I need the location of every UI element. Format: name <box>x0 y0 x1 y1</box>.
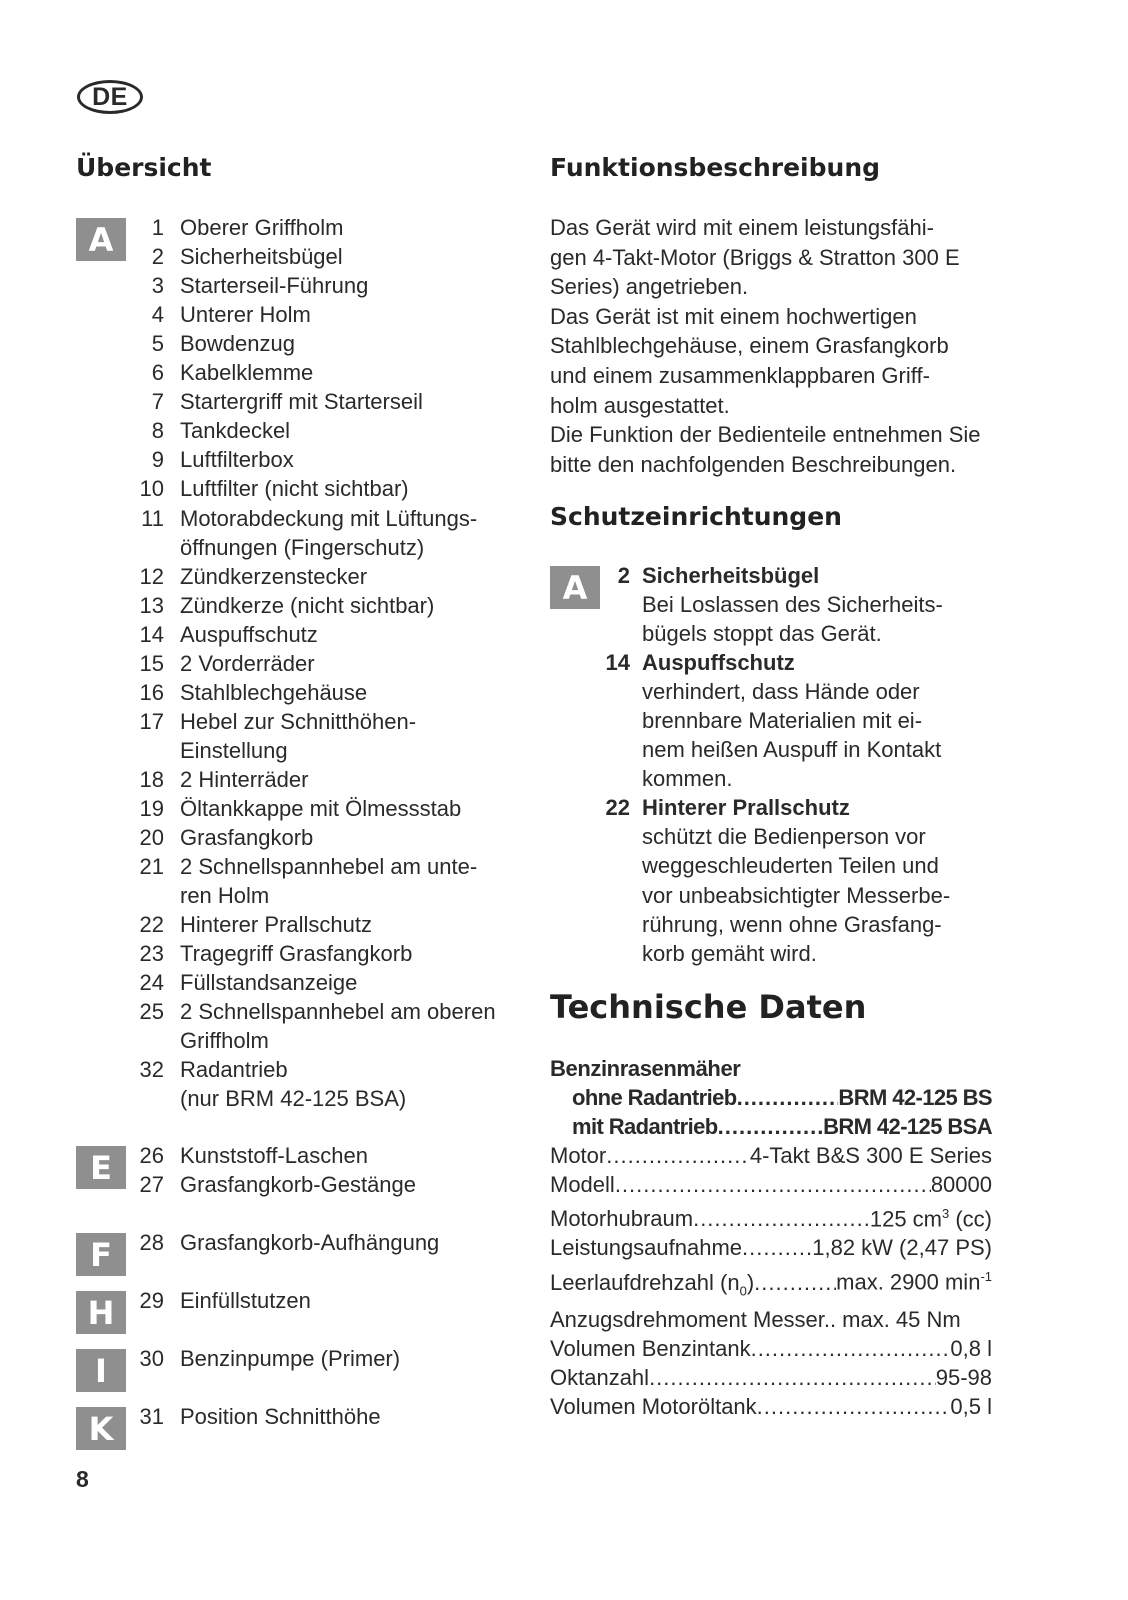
overview-item-label: Hinterer Prallschutz <box>180 912 372 938</box>
function-line: Die Funktion der Bedienteile entnehmen Sie <box>550 422 981 448</box>
tech-spec-row: Modell ..... 80000 <box>550 1170 992 1199</box>
overview-item-label: Tankdeckel <box>180 418 291 444</box>
tech-heading: Benzinrasenmäher <box>550 1056 741 1081</box>
overview-item-label: Unterer Holm <box>180 302 311 328</box>
tech-title: Technische Daten <box>550 988 867 1026</box>
protection-item <box>550 793 982 967</box>
overview-item-number: 20 <box>139 825 164 851</box>
function-line: holm ausgestattet. <box>550 392 730 418</box>
overview-item-label: Starterseil-Führung <box>180 273 369 299</box>
section-marker-e: E <box>76 1146 126 1189</box>
overview-item-number: 4 <box>151 302 164 328</box>
function-title: Funktionsbeschreibung <box>550 153 881 182</box>
overview-item-number: 26 <box>139 1143 164 1168</box>
protection-item-number: 2 <box>617 563 630 588</box>
overview-item-number: 17 <box>139 708 164 734</box>
tech-model-row: mit Radantrieb ..... BRM 42-125 BSA <box>550 1112 992 1141</box>
language-badge: DE <box>77 80 143 114</box>
overview-item-number: 9 <box>151 447 164 473</box>
section-marker-f: F <box>76 1233 126 1276</box>
protection-item-text: bügels stoppt das Gerät. <box>642 621 882 647</box>
protection-item-text: Bei Loslassen des Sicherheits- <box>642 592 943 618</box>
overview-item-number: 2 <box>151 244 164 270</box>
overview-item-label: Motorabdeckung mit Lüftungs- öffnungen (Fingerschutz) <box>180 505 478 560</box>
protection-item <box>550 561 982 648</box>
overview-item-number: 18 <box>139 766 164 792</box>
overview-item-label: Kunststoff-Laschen <box>180 1143 368 1168</box>
overview-item-label: Sicherheitsbügel <box>180 244 343 270</box>
overview-item-label: Auspuffschutz <box>180 621 318 647</box>
overview-item-number: 13 <box>139 592 164 618</box>
overview-item-number: 22 <box>139 912 164 938</box>
section-marker-k: K <box>76 1407 126 1450</box>
protection-item-number: 14 <box>605 650 630 676</box>
protection-item-text: brennbare Materialien mit ei- <box>642 708 923 734</box>
overview-item-label: Startergriff mit Starterseil <box>180 389 423 415</box>
protection-item-text: schützt die Bedienperson vor <box>642 824 926 850</box>
function-line: Das Gerät ist mit einem hochwertigen <box>550 303 917 329</box>
overview-item-label: Zündkerzenstecker <box>180 563 368 589</box>
tech-model-row: ohne Radantrieb ..... BRM 42-125 BS <box>550 1083 992 1112</box>
overview-item-number: 7 <box>151 389 164 415</box>
page-number: 8 <box>76 1466 89 1492</box>
protection-item-name: Auspuffschutz <box>642 650 795 676</box>
protection-item-text: weggeschleuderten Teilen und <box>642 853 939 879</box>
overview-item-label: Bowdenzug <box>180 331 295 357</box>
overview-item-label: 2 Schnellspannhebel am unte- ren Holm <box>180 854 478 909</box>
overview-item-label: Füllstandsanzeige <box>180 970 358 996</box>
protection-marker: A <box>550 566 600 609</box>
protection-item-number: 22 <box>605 795 630 821</box>
overview-item-label: Oberer Griffholm <box>180 215 344 240</box>
overview-item-label: Grasfangkorb-Gestänge <box>180 1172 417 1198</box>
overview-item-number: 30 <box>139 1346 164 1371</box>
function-line: Stahlblechgehäuse, einem Grasfangkorb <box>550 333 949 359</box>
function-line: bitte den nachfolgenden Beschreibungen. <box>550 451 957 477</box>
overview-item-number: 32 <box>139 1057 164 1083</box>
tech-spec-row: Leerlaufdrehzahl $(n_0)$ ..... max. 2900 $\min^{-1}$ <box>550 1262 992 1305</box>
protection-list <box>550 561 982 968</box>
protection-item <box>550 648 982 793</box>
overview-item-number: 27 <box>139 1172 164 1198</box>
overview-item-number: 21 <box>139 854 164 880</box>
overview-item-label: Einfüllstutzen <box>180 1288 311 1313</box>
overview-item-number: 16 <box>139 679 164 705</box>
overview-item-label: Hebel zur Schnitthöhen- Einstellung <box>180 708 417 763</box>
overview-item-number: 25 <box>139 999 164 1025</box>
overview-item-number: 19 <box>139 796 164 821</box>
function-line: Das Gerät wird mit einem leistungsfähi- <box>550 215 934 240</box>
overview-item-label: Tragegriff Grasfangkorb <box>180 941 413 967</box>
protection-item-text: rührung, wenn ohne Grasfang- <box>642 911 942 937</box>
overview-item-label: 2 Hinterräder <box>180 766 309 792</box>
overview-item-number: 12 <box>139 563 164 589</box>
overview-item-label: Grasfangkorb <box>180 825 314 851</box>
overview-item-number: 29 <box>139 1288 164 1313</box>
overview-item-number: 11 <box>141 505 164 531</box>
tech-spec-row: Motor ..... 4-Takt B&S 300 E Series <box>550 1141 992 1170</box>
overview-item-number: 5 <box>151 331 164 357</box>
tech-spec-row: Anzugsdrehmoment Messer.. max. 45 Nm <box>550 1307 961 1333</box>
protection-item-text: nem heißen Auspuff in Kontakt <box>642 737 942 763</box>
protection-item-text: vor unbeabsichtigter Messerbe- <box>642 882 951 908</box>
overview-item-label: Stahlblechgehäuse <box>180 679 368 705</box>
function-line: Series) angetrieben. <box>550 274 749 300</box>
function-line: gen 4-Takt-Motor (Briggs & Stratton 300 E <box>550 244 960 270</box>
overview-item-number: 6 <box>151 360 164 386</box>
overview-item-label: Luftfilter (nicht sichtbar) <box>180 476 409 502</box>
section-marker-h: H <box>76 1291 126 1334</box>
tech-spec-row: Oktanzahl ..... 95-98 <box>550 1363 992 1392</box>
section-marker-i: I <box>76 1349 126 1392</box>
overview-title: Übersicht <box>76 153 212 182</box>
overview-item-label: Grasfangkorb-Aufhängung <box>180 1230 440 1255</box>
overview-item-number: 3 <box>151 273 164 299</box>
function-line: und einem zusammenklappbaren Griff- <box>550 362 930 388</box>
protection-item-text: korb gemäht wird. <box>642 940 817 966</box>
protection-title: Schutzeinrichtungen <box>550 502 842 531</box>
overview-item-number: 28 <box>139 1230 164 1255</box>
tech-spec-row: Volumen Motoröltank ..... 0,5 l <box>550 1392 992 1421</box>
overview-item-number: 10 <box>139 476 164 502</box>
protection-item-text: kommen. <box>642 766 733 792</box>
overview-item-label: Zündkerze (nicht sichtbar) <box>180 592 435 618</box>
overview-item-number: 24 <box>139 970 164 996</box>
overview-item-label: Position Schnitthöhe <box>180 1404 381 1429</box>
overview-item-label: Benzinpumpe (Primer) <box>180 1346 401 1371</box>
overview-item-label: Luftfilterbox <box>180 447 294 473</box>
overview-item-label: 2 Vorderräder <box>180 650 315 676</box>
overview-item-number: 8 <box>151 418 164 444</box>
protection-item-name: Sicherheitsbügel <box>642 563 820 588</box>
section-marker-a: A <box>76 218 126 261</box>
tech-spec-row: Motorhubraum ..... 125 $cm^3$ (cc) <box>550 1199 992 1233</box>
function-description <box>550 213 1000 479</box>
overview-item-number: 1 <box>151 215 164 240</box>
overview-item-label: 2 Schnellspannhebel am oberen Griffholm <box>180 999 496 1054</box>
overview-item-number: 14 <box>139 621 164 647</box>
overview-item-label: Öltankkappe mit Ölmessstab <box>180 796 462 821</box>
overview-item-label: Radantrieb (nur BRM 42-125 BSA) <box>180 1057 407 1112</box>
overview-item-label: Kabelklemme <box>180 360 314 386</box>
overview-item-number: 15 <box>139 650 164 676</box>
protection-item-name: Hinterer Prallschutz <box>642 795 850 821</box>
overview-item-number: 31 <box>139 1404 164 1429</box>
protection-item-text: verhindert, dass Hände oder <box>642 679 920 705</box>
overview-item-number: 23 <box>139 941 164 967</box>
tech-data-table <box>550 1054 992 1421</box>
tech-spec-row: Leistungsaufnahme ..... 1,82 kW (2,47 PS) <box>550 1233 992 1262</box>
tech-spec-row: Volumen Benzintank ..... 0,8 l <box>550 1334 992 1363</box>
